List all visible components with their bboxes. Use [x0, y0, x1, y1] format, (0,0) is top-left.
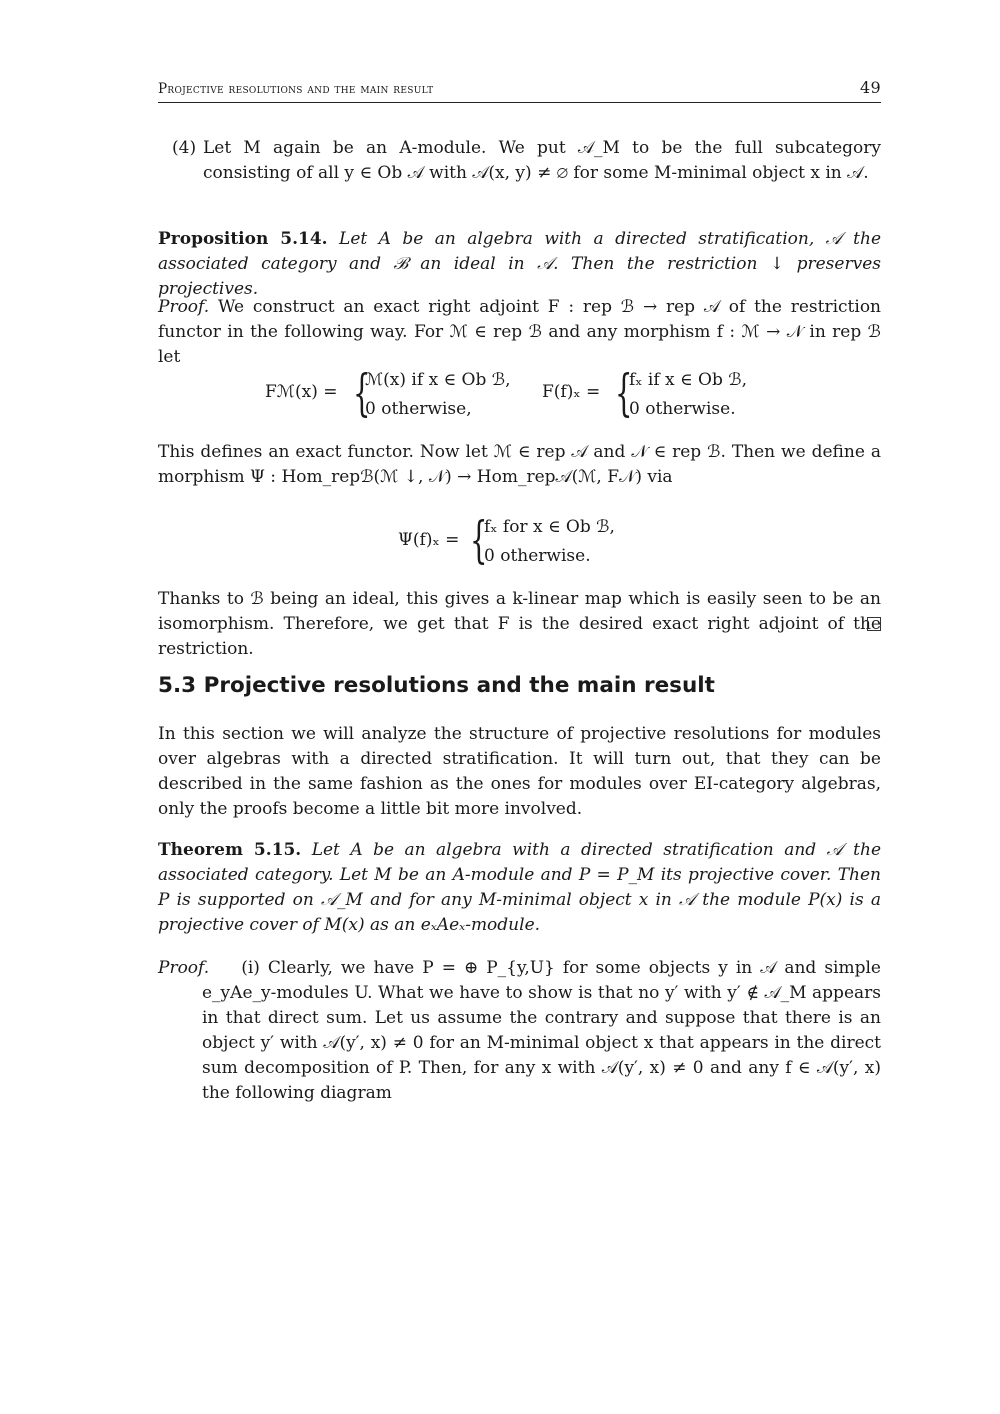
eq1-case-3: fₓ if x ∈ Ob ℬ, — [629, 370, 748, 390]
proof-text-1: We construct an exact right adjoint F : rep ℬ → rep 𝒜 of the restriction functor in the following way. For ℳ ∈ rep ℬ and any morphism f : ℳ → 𝒩 in rep ℬ let — [158, 297, 882, 367]
theorem-5-15 — [158, 838, 881, 938]
eq1-case-1: ℳ(x) if x ∈ Ob ℬ, — [365, 370, 511, 390]
list-item-4 — [172, 136, 881, 186]
eq2-lhs: Ψ(f)ₓ = — [398, 530, 460, 550]
proof-label: Proof. — [158, 958, 210, 978]
equation-f-definition — [265, 364, 785, 424]
eq1-case-2: 0 otherwise, — [365, 399, 472, 419]
proof-2 — [158, 956, 881, 1106]
equation-psi-definition — [398, 511, 658, 570]
proposition-head: Proposition 5.14. — [158, 229, 328, 249]
item-label: (4) — [172, 138, 197, 158]
section-number: 5.3 — [158, 673, 197, 698]
left-brace: { — [470, 511, 488, 569]
eq1-lhs-2: F(f)ₓ = — [542, 382, 601, 402]
section-title: Projective resolutions and the main result — [203, 673, 715, 698]
proposition-5-14 — [158, 227, 881, 302]
proof-2-text: (i) Clearly, we have P = ⊕ P_{y,U} for some objects y in 𝒜 and simple e_yAe_y-modules U. What we have to show is that no y′ with y′ ∉ 𝒜_M appears in that direct sum. Let us assume the contrary and suppose that there is an object y′ with 𝒜(y′, x) ≠ 0 for an M-minimal object x that appears in the direct sum decomposition of P. Then, for any x with 𝒜(y′, x) ≠ 0 and any f ∈ 𝒜(y′, x) the following diagram — [202, 958, 881, 1103]
running-head-title: Projective resolutions and the main result — [158, 81, 434, 97]
proof-text-3: Thanks to ℬ being an ideal, this gives a k-linear map which is easily seen to be an isomorphism. Therefore, we get that F is the desired exact right adjoint of the restriction. — [158, 589, 881, 659]
eq1-lhs: Fℳ(x) = — [265, 382, 338, 402]
eq2-case-2: 0 otherwise. — [484, 546, 591, 566]
proposition-text: Let A be an algebra with a directed stratification, 𝒜 the associated category and ℬ an ideal in 𝒜. Then the restriction ↓ preserves projectives. — [158, 229, 882, 299]
proof-text-2: This defines an exact functor. Now let ℳ ∈ rep 𝒜 and 𝒩 ∈ rep ℬ. Then we define a morphism Ψ : Hom_repℬ(ℳ ↓, 𝒩) → Hom_rep𝒜(ℳ, F𝒩) via — [158, 442, 881, 487]
theorem-head: Theorem 5.15. — [158, 840, 302, 860]
item-text: Let M again be an A-module. We put 𝒜_M to be the full subcategory consisting of all y ∈ Ob 𝒜 with 𝒜(x, y) ≠ ∅ for some M-minimal object x in 𝒜. — [203, 138, 881, 183]
section-heading — [158, 673, 715, 698]
page-number: 49 — [860, 78, 881, 97]
proof-paragraph-1 — [158, 295, 881, 370]
left-brace: { — [615, 364, 633, 422]
eq2-case-1: fₓ for x ∈ Ob ℬ, — [484, 517, 615, 537]
theorem-text: Let A be an algebra with a directed stratification and 𝒜 the associated category. Let M be an A-module and P = P_M its projective cover. Then P is supported on 𝒜_M and for any M-minimal object x in 𝒜 the module P(x) is a projective cover of M(x) as an eₓAeₓ-module. — [158, 840, 882, 935]
qed-symbol — [867, 617, 881, 631]
proof-paragraph-3 — [158, 587, 881, 662]
eq1-case-4: 0 otherwise. — [629, 399, 736, 419]
intro-text: In this section we will analyze the structure of projective resolutions for modules over algebras with a directed stratification. It will turn out, that they can be described in the same fashion as the ones for modules over EI-category algebras, only the proofs become a little bit more involved. — [158, 724, 881, 819]
section-intro — [158, 722, 881, 822]
proof-paragraph-2 — [158, 440, 881, 490]
running-head — [158, 80, 881, 103]
left-brace: { — [353, 364, 371, 422]
proof-label: Proof. — [158, 297, 210, 317]
